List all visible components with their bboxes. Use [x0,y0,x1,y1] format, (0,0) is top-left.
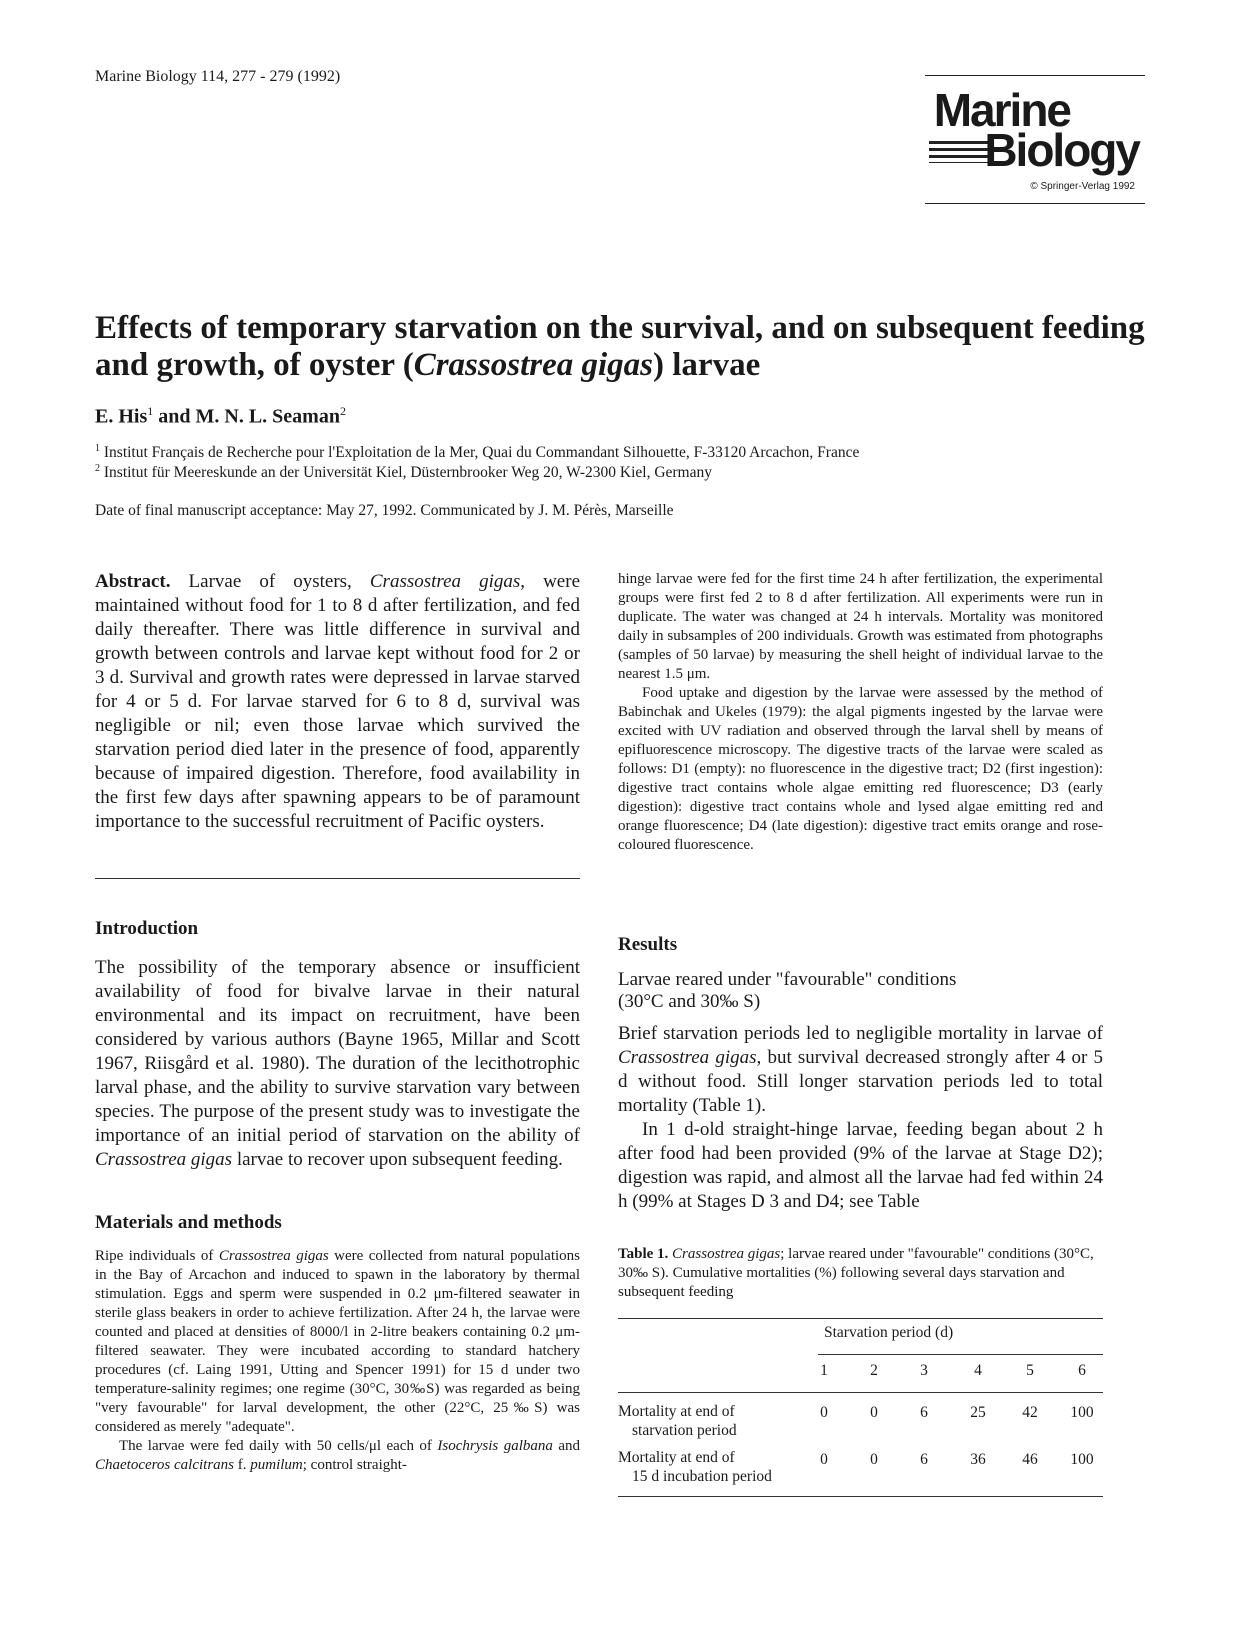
affiliation-1 [95,443,1155,462]
table-cell: 42 [1022,1404,1038,1421]
author-1-affil: 1 [147,404,154,418]
affiliation-1-number: 1 [95,443,100,454]
abstract-label: Abstract. [95,571,171,592]
acceptance-date: Date of final manuscript acceptance: May 27, 1992. Communicated by J. M. Pérès, Marseille [95,502,674,519]
affiliation-1-text: Institut Français de Recherche pour l'Exploitation de la Mer, Quai du Commandant Silhouette, F-33120 Arcachon, France [103,444,860,462]
results-paragraph-2: In 1 d-old straight-hinge larvae, feeding began about 2 h after food had been provided (9% of the larvae at Stage D2); digestion was rapid, and almost all the larvae had fed within 24 h (99% at Stages D 3 and D4; see Table [618,1119,1103,1212]
table-cell: 100 [1070,1404,1094,1421]
affiliation-2-text: Institut für Meereskunde an der Universität Kiel, Düsternbrooker Weg 20, W-2300 Kiel, Germany [103,464,712,482]
journal-logo [925,75,1145,205]
table-header-rule [618,1392,1103,1393]
introduction-heading: Introduction [95,918,199,939]
author-and: and [158,405,191,428]
table-col-header: 6 [1078,1362,1086,1379]
methods-heading: Materials and methods [95,1212,282,1233]
table-cell: 25 [970,1404,986,1421]
author-2: M. N. L. Seaman [195,405,340,428]
methods-text [95,1247,580,1475]
table-cell: 36 [970,1451,986,1468]
table-row-label [618,1448,772,1486]
article-title: Effects of temporary starvation on the survival, and on subsequent feeding and growth, of oyster (Crassostrea gigas) larvae [95,310,1145,383]
table-col-header: 3 [920,1362,928,1379]
logo-tagline [929,141,989,163]
methods-paragraph-3: Food uptake and digestion by the larvae were assessed by the method of Babinchak and Ukeles (1979): the algal pigments ingested by the larvae were excited with UV radiation and observed through the larval shell by means of epifluorescence microscopy. The digestive tracts of the larvae were scaled as follows: D1 (empty): no fluorescence in the digestive tract; D2 (first ingestion): digestive tract contains whole algae emitting red fluorescence; D3 (early digestion): digestive tract contains whole and lysed algae emitting red and orange fluorescence; D4 (late digestion): digestive tract emits orange and rose-coloured fluorescence. [618,685,1103,853]
table-label: Table 1. [618,1246,669,1262]
results-heading: Results [618,934,678,955]
table-cell: 0 [820,1451,828,1468]
abstract-text: Larvae of oysters, Crassostrea gigas, were maintained without food for 1 to 8 d after fertilization, and fed daily thereafter. There was little difference in survival and growth between controls and larvae kept without food for 2 or 3 d. Survival and growth rates were depressed in larvae starved for 4 or 5 d. For larvae starved for 6 to 8 d, survival was negligible or nil; even those larvae which survived the starvation period died later in the presence of food, apparently because of impaired digestion. Therefore, food availability in the first few days after spawning appears to be of paramount importance to the successful recruitment of Pacific oysters. [95,571,580,832]
table-cell: 0 [870,1404,878,1421]
table-col-header: 1 [820,1362,828,1379]
table-caption [618,1245,1103,1302]
table-group-rule [818,1354,1103,1355]
methods-paragraph-2-continued: hinge larvae were fed for the first time 24 h after fertilization, the experimental groups were first fed 2 to 8 d after fertilization. All experiments were run in duplicate. The water was changed at 24 h intervals. Mortality was monitored daily in subsamples of 200 individuals. Growth was estimated from photographs (samples of 50 larvae) by measuring the shell height of individual larvae to the nearest 1.5 μm. [618,571,1103,682]
affiliation-2-number: 2 [95,463,100,474]
table-row-label-line2: 15 d incubation period [632,1468,772,1485]
abstract-divider [95,878,580,879]
table-cell: 6 [920,1451,928,1468]
table-row-label-line1: Mortality at end of [618,1449,735,1466]
mortality-table [618,1318,1103,1498]
table-caption-text: Crassostrea gigas; larvae reared under "favourable" conditions (30°C, 30‰ S). Cumulative mortalities (%) following several days starvation and subsequent feeding [618,1246,1094,1300]
logo-top-rule [925,75,1145,76]
author-1: E. His [95,405,148,428]
table-top-rule [618,1318,1103,1319]
table-col-header: 5 [1026,1362,1034,1379]
table-cell: 0 [820,1404,828,1421]
methods-continued [618,570,1103,855]
table-cell: 100 [1070,1451,1094,1468]
journal-citation: Marine Biology 114, 277 - 279 (1992) [95,68,341,85]
author-line [95,404,346,429]
copyright-line: © Springer-Verlag 1992 [1030,181,1135,192]
affiliation-2 [95,463,1155,482]
abstract [95,570,580,834]
results-subheading-line2: (30°C and 30‰ S) [618,991,761,1012]
introduction-text: The possibility of the temporary absence or insufficient availability of food for bivalve larvae in their natural environmental and its impact on recruitment, have been considered by various authors (Bayne 1965, Millar and Scott 1967, Riisgård et al. 1980). The duration of the lecithotrophic larval phase, and the ability to survive starvation vary between species. The purpose of the present study was to investigate the importance of an initial period of starvation on the ability of Crassostrea gigas larvae to recover upon subsequent feeding. [95,957,580,1170]
methods-paragraph-2: The larvae were fed daily with 50 cells/μl each of Isochrysis galbana and Chaetoceros calcitrans f. pumilum; control straight- [95,1438,580,1473]
author-2-affil: 2 [339,404,346,418]
results-subheading-line1: Larvae reared under "favourable" conditions [618,969,957,990]
results-paragraph-1: Brief starvation periods led to negligible mortality in larvae of Crassostrea gigas, but survival decreased strongly after 4 or 5 d without food. Still longer starvation periods led to total mortality (Table 1). [618,1023,1103,1116]
table-group-header: Starvation period (d) [824,1324,954,1341]
table-row-label-line2: starvation period [632,1422,737,1439]
logo-bottom-rule [925,203,1145,204]
logo-word-marine: Marine [933,84,1070,136]
table-cell: 0 [870,1451,878,1468]
table-row-label-line1: Mortality at end of [618,1403,735,1420]
table-cell: 46 [1022,1451,1038,1468]
table-row-label [618,1402,737,1440]
logo-word-biology: Biology [984,124,1139,176]
table-bottom-rule [618,1496,1103,1497]
results-subheading [618,969,1103,1013]
results-text [618,1022,1103,1214]
table-cell: 6 [920,1404,928,1421]
methods-paragraph-1: Ripe individuals of Crassostrea gigas were collected from natural populations in the Bay of Arcachon and induced to spawn in the laboratory by thermal stimulation. Eggs and sperm were suspended in 0.2 μm-filtered seawater in sterile glass beakers in order to achieve fertilization. After 24 h, the larvae were counted and placed at densities of 8000/l in 2-litre beakers containing 0.2 μm-filtered seawater. They were incubated according to standard hatchery procedures (cf. Laing 1991, Utting and Spencer 1991) for 15 d under two temperature-salinity regimes; one regime (30°C, 30‰S) was regarded as being "very favourable" for larval development, the other (22°C, 25‰S) was considered as merely "adequate". [95,1248,580,1435]
table-col-header: 2 [870,1362,878,1379]
table-col-header: 4 [974,1362,982,1379]
